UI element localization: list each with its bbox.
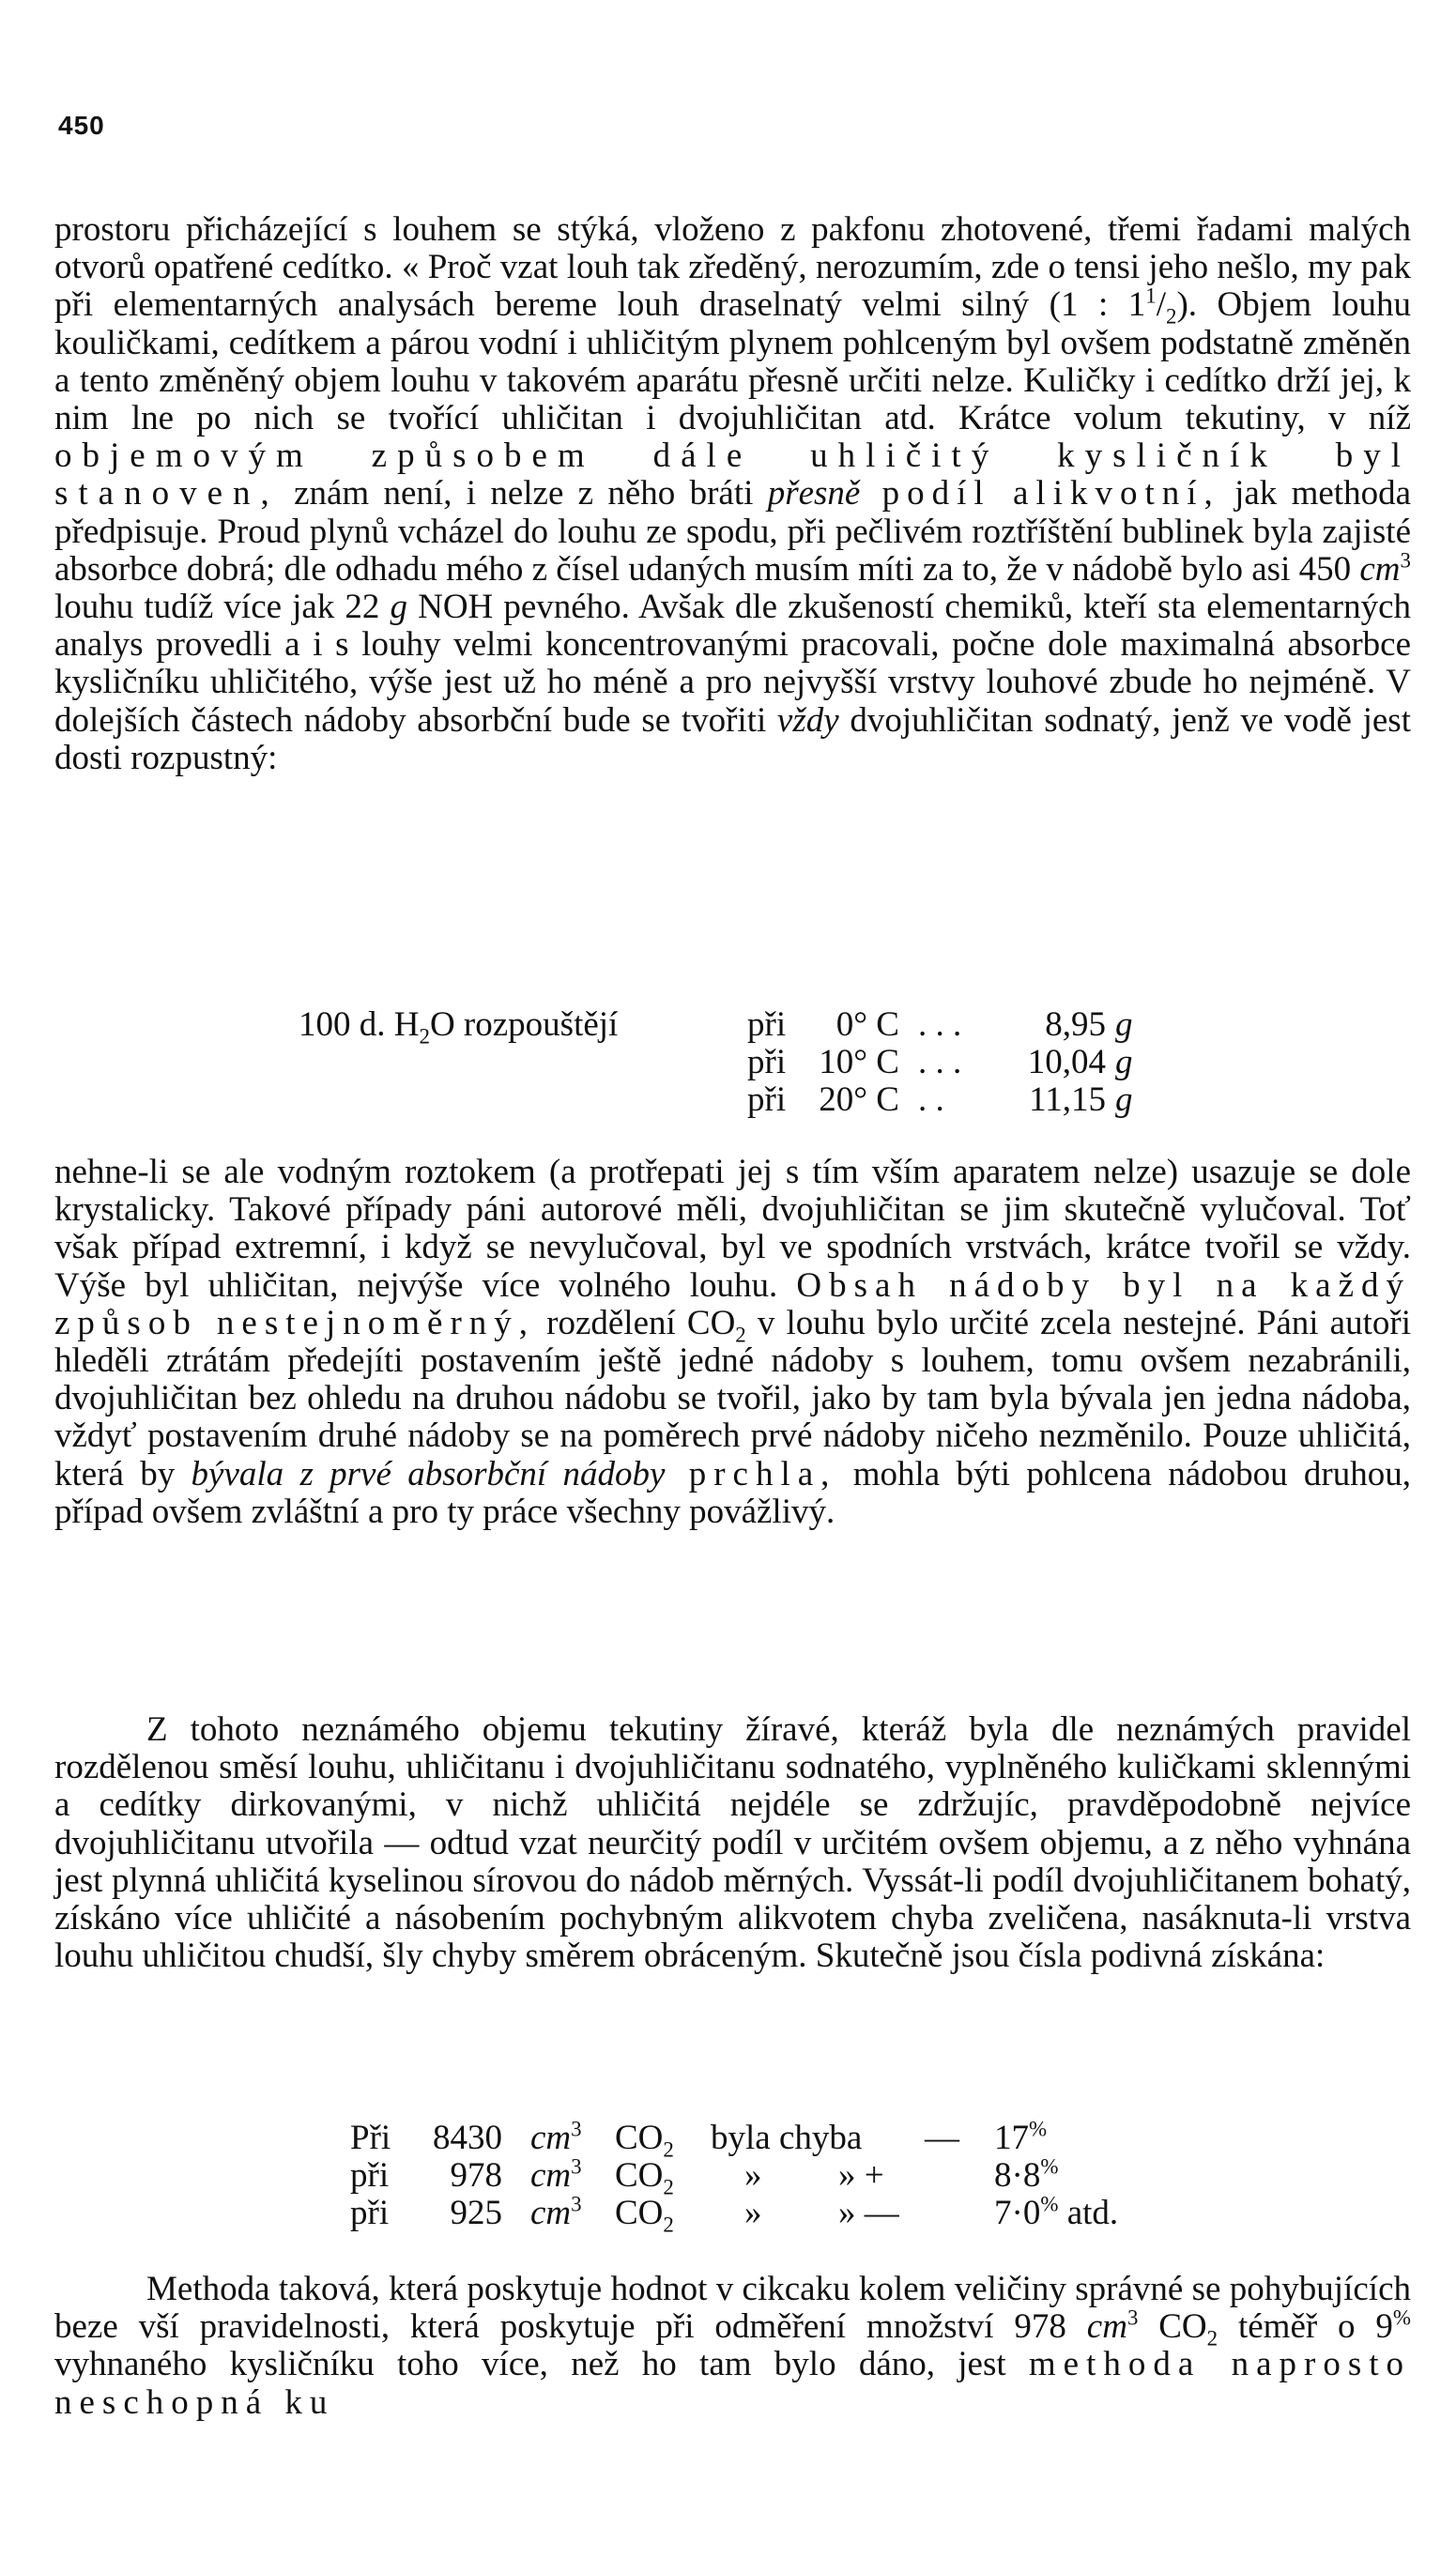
unit-exponent: 3 <box>1400 548 1411 573</box>
p2-text-d: mohla býti pohlcena nádobou druhou, případ ovšem zvláštní a pro ty práce všechny povážlivý. <box>54 1454 1411 1531</box>
unit-g: g <box>390 588 408 627</box>
p1-text-a: prostoru přicházející s louhem se stýká, vloženo z pakfonu zhotovené, třemi řadami malých otvorů opatřené cedítko. « Proč vzat louh tak zředěný, nerozumím, zde o tensi jeho nešlo, my pak při elementarných analysách bereme louh draselnatý velmi silný (1 : 1 <box>54 210 1411 325</box>
solubility-unit: g <box>1115 1005 1133 1044</box>
paragraph-4-text <box>54 2271 1411 2422</box>
p1-italic-vzdy: vždy <box>776 700 839 740</box>
error-value: 8·8% <box>994 2154 1059 2195</box>
p4-text-d: vyhnaného kysličníku toho více, než ho tam bylo dáno, jest <box>54 2345 1029 2384</box>
p1-text-d: jak methoda předpisuje. Proud plynů vcházel do louhu ze spodu, při pečlivém roztříštění bublinek byla zajisté absorbce dobrá; dle odhadu mého z čísel udaných musím míti za to, že v nádobě bylo asi 450 <box>54 474 1411 589</box>
error-pri: při <box>350 2194 390 2232</box>
error-unit: $cm^3$ <box>530 2154 582 2195</box>
p4-spaced-emphasis: methoda naprosto neschopná ku <box>54 2345 1411 2422</box>
percent-sign: % <box>1392 2305 1411 2330</box>
solubility-unit: g <box>1115 1080 1133 1119</box>
solubility-unit: g <box>1115 1043 1133 1081</box>
solubility-pri: při <box>747 1080 787 1119</box>
p4-text-a: Methoda taková, která poskytuje hodnot v cikcaku kolem veličiny správné se pohybujících beze vší pravidelnosti, která poskytuje při odměření množství 978 <box>54 2270 1411 2347</box>
solubility-value: 11,15 <box>1029 1080 1106 1119</box>
unit-cm: cm <box>1359 549 1401 589</box>
paragraph-2-text <box>54 1154 1411 1531</box>
error-amount: 978 <box>450 2156 502 2195</box>
p2-spaced-emphasis: Obsah nádoby byl na každý způsob nestejnoměrný, <box>54 1265 1412 1342</box>
p2-text-b: rozdělení CO <box>535 1303 736 1342</box>
error-pri: při <box>350 2156 390 2195</box>
unit-exponent: 3 <box>1126 2305 1139 2330</box>
solubility-value: 8,95 <box>1045 1005 1106 1044</box>
solubility-dots: . . . <box>918 1043 962 1081</box>
error-gas: $CO_2$ <box>615 2156 674 2199</box>
p2-spaced-prchla: prchla, <box>665 1454 837 1493</box>
error-ditto: » <box>744 2194 762 2232</box>
p4-text-b: CO <box>1138 2307 1207 2347</box>
paragraph-4 <box>54 2271 1411 2422</box>
p1-text-b: ). Objem louhu kouličkami, cedítkem a párou vodní i uhličitým plynem pohlceným byl ovšem podstatně změněn a tento změněný objem louhu v takovém aparátu přesně určiti nelze. Kuličky i cedítko drží jej, k nim lne po nich se tvořící uhličitan i dvojuhličitan atd. Krátce volum tekutiny, v níž <box>54 285 1411 438</box>
p4-text-c: téměř o 9 <box>1218 2307 1393 2347</box>
unit-cm: cm <box>1086 2307 1127 2347</box>
error-unit: $cm^3$ <box>530 2192 582 2232</box>
solubility-value: 10,04 <box>1027 1043 1106 1081</box>
error-amount: 8430 <box>433 2119 502 2157</box>
co2-subscript: 2 <box>735 1323 746 1347</box>
solubility-temp: 10° C <box>819 1043 899 1081</box>
fraction-denominator: 2 <box>1165 304 1177 329</box>
p2-text-c: v louhu bylo určité zcela nestejné. Páni autoři hleděli ztrátám předejíti postavením ještě jedné nádoby s louhem, tomu ovšem nezabránili, dvojuhličitan bez ohledu na druhou nádobu se tvořil, jako by tam byla bývala jen jedna nádoba, vždyť postavením druhé nádoby se na poměrech prvé nádoby ničeho nezměnilo. Pouze uhličitá, která by <box>54 1303 1411 1493</box>
fraction-numerator: 1 <box>1145 284 1157 309</box>
error-value: 7·0% atd. <box>994 2192 1119 2232</box>
p1-spaced-emphasis: objemovým způsobem dále uhličitý kysličník byl stanoven, <box>54 436 1411 513</box>
error-value: 17% <box>994 2117 1048 2157</box>
paragraph-3 <box>54 1711 1411 1975</box>
p1-spaced-podil: podíl alikvotní, <box>860 474 1220 513</box>
p1-text-f: NOH pevného. Avšak dle zkušeností chemiků, kteří sta elementarných analys provedli a i s louhy velmi koncentrovanými pracovali, počne dole maximalná absorbce kysličníku uhličitého, výše jest už ho méně a pro nejvyšší vrstvy louhové zbude ho nejméně. V dolejších částech nádoby absorbční bude se tvořiti <box>54 588 1412 740</box>
solubility-dots: . . <box>918 1080 944 1119</box>
page-number: 450 <box>58 111 105 140</box>
p2-italic: bývala z prvé absorbční nádoby <box>191 1454 666 1493</box>
solubility-lead: 100 d. $H_2O$ rozpouštějí <box>299 1005 619 1049</box>
p1-text-e: louhu tudíž více jak 22 <box>54 588 391 627</box>
paragraph-3-text: Z tohoto neznámého objemu tekutiny žíravé, kteráž byla dle neznámých pravidel rozdělenou směsí louhu, uhličitanu i dvojuhličitanu sodnatého, vyplněného kuličkami sklennými a cedítky dirkovanými, v nichž uhličitá nejdéle se zdržujíc, pravděpodobně nejvíce dvojuhličitanu utvořila — odtud vzat neurčitý podíl v určitém ovšem objemu, a z něho vyhnána jest plynná uhličitá kyselinou sírovou do nádob měrných. Vyssát-li podíl dvojuhličitanem bohatý, získáno více uhličité a násobením pochybným alikvotem chyba zveličena, nasáknuta-li vrstva louhu uhličitou chudší, šly chyby směrem obráceným. Skutečně jsou čísla podivná získána: <box>54 1710 1411 1976</box>
error-amount: 925 <box>450 2194 502 2232</box>
error-ditto: » <box>744 2156 762 2195</box>
error-sign: — <box>925 2119 959 2157</box>
error-pri: Při <box>350 2119 391 2157</box>
error-unit: $cm^3$ <box>530 2117 582 2157</box>
solubility-pri: při <box>747 1005 787 1044</box>
solubility-temp: 0° C <box>835 1005 899 1044</box>
paragraph-1-text: prostoru přicházející s louhem se stýká, vloženo z pakfonu zhotovené, třemi řadami malých otvorů opatřené cedítko. « Proč vzat louh tak zředěný, nerozumím, zde o tensi jeho nešlo, my pak při elementarných analysách bereme louh draselnatý velmi silný (1 : $1^1/_2$). Objem louhu kouličkami, cedítkem a párou vodní i uhličitým plynem pohlceným byl ovšem podstatně změněn a tento změněný objem louhu v takovém aparátu přesně určiti nelze. Kuličky i cedítko drží jej, k nim lne po nich se tvořící uhličitan i dvojuhličitan atd. Krátce volum tekutiny, v níž objemovým způsobem dále uhličitý kysličník byl stanoven, znám není, i nelze z něho bráti přesně podíl alikvotní, jak methoda předpisuje. Proud plynů vcházel do louhu ze spodu, při pečlivém roztříštění bublinek byla zajisté absorbce dobrá; dle odhadu mého z čísel udaných musím míti za to, že v nádobě bylo asi 450 $cm^3$ louhu tudíž více jak 22 g NOH pevného. Avšak dle zkušeností chemiků, kteří sta elementarných analys provedli a i s louhy velmi koncentrovanými pracovali, počne dole maximalná absorbce kysličníku uhličitého, výše jest už ho méně a pro nejvyšší vrstvy louhové zbude ho nejméně. V dolejších částech nádoby absorbční bude se tvořiti vždy dvojuhličitan sodnatý, jenž ve vodě jest dosti rozpustný: <box>54 210 1412 777</box>
paragraph-1 <box>54 211 1411 777</box>
solubility-pri: při <box>747 1043 787 1081</box>
paragraph-2 <box>54 1154 1411 1531</box>
p2-text-a: nehne-li se ale vodným roztokem (a protřepati jej s tím vším aparatem nelze) usazuje se dole krystalicky. Takové případy páni autorové měli, dvojuhličitan se jim skutečně vylučoval. Toť však případ extremní, i když se nevylučoval, byl ve spodních vrstvách, krátce tvořil se vždy. Výše byl uhličitan, nejvýše více volného louhu. <box>54 1153 1411 1305</box>
error-sign: » + <box>838 2156 884 2195</box>
solubility-temp: 20° C <box>819 1080 899 1119</box>
error-label: byla chyba <box>711 2119 863 2157</box>
p1-text-g: dvojuhličitan sodnatý, jenž ve vodě jest dosti rozpustný: <box>54 700 1411 777</box>
error-gas: $CO_2$ <box>615 2194 674 2237</box>
p1-text-c: znám není, i nelze z něho bráti <box>279 474 768 513</box>
p1-italic-presne: přesně <box>767 474 861 513</box>
co2-subscript: 2 <box>1206 2326 1218 2351</box>
solubility-dots: . . . <box>918 1005 962 1044</box>
error-gas: $CO_2$ <box>615 2119 674 2162</box>
error-sign: » — <box>838 2194 899 2232</box>
